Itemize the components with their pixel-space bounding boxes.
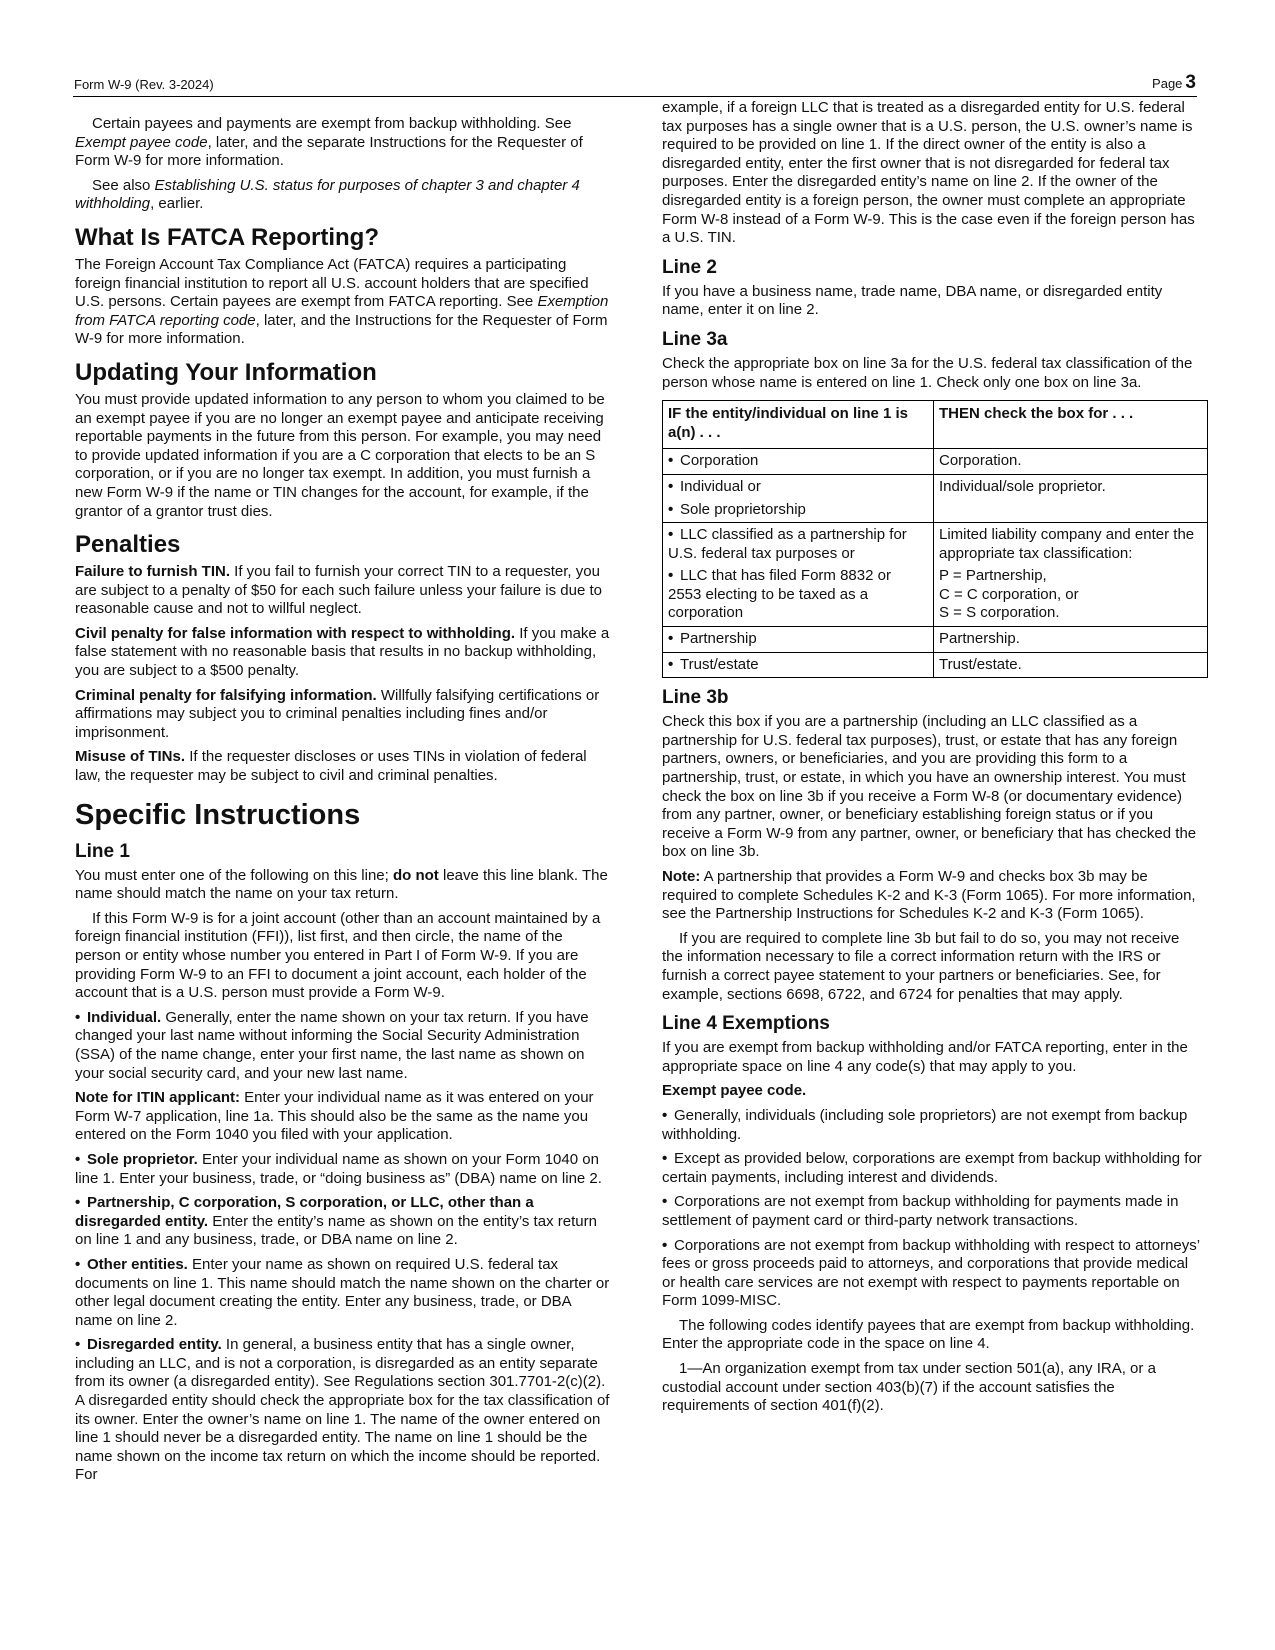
- line1-disregarded-entity: • Disregarded entity. In general, a business entity that has a single owner, including an LLC, and is not a corporation, is disregarded as an entity separate from its owner (a disregarded entity). See Regulations section 301.7701-2(c)(2). A disregarded entity should check the appropriate box for the tax classification of its owner. Enter the owner’s name on line 1. The name of the owner entered on line 1 should never be a disregarded entity. The name on line 1 should be the name shown on the income tax return on which the income should be reported. For: [75, 1336, 610, 1484]
- table-row: • Trust/estate Trust/estate.: [663, 652, 1208, 678]
- bullet-icon: •: [668, 477, 674, 495]
- line3a-heading: Line 3a: [662, 328, 728, 350]
- list-item: • Generally, individuals (including sole proprietors) are not exempt from backup withholding.: [662, 1106, 1188, 1143]
- exempt-payee-heading: Exempt payee code.: [662, 1082, 807, 1100]
- penalty-item: Misuse of TINs. If the requester discloses or uses TINs in violation of federal law, the requester may be subject to civil and criminal penalties.: [75, 748, 587, 785]
- page-number: 3: [1185, 72, 1196, 93]
- list-item: • Except as provided below, corporations are exempt from backup withholding for certain payments, including interest and dividends.: [662, 1150, 1202, 1186]
- table-header-then: THEN check the box for . . .: [934, 401, 1208, 449]
- form-title-header: Form W-9 (Rev. 3-2024): [74, 77, 214, 92]
- intro-paragraph-1: Certain payees and payments are exempt from backup withholding. See Exempt payee code, later, and the separate Instructions for the Requester of Form W-9 for more information.: [75, 115, 583, 170]
- penalties-heading: Penalties: [75, 531, 181, 559]
- left-column: [75, 115, 611, 1491]
- line2-paragraph: If you have a business name, trade name, DBA name, or disregarded entity name, enter it on line 2.: [662, 282, 1163, 319]
- bullet-icon: •: [668, 630, 674, 648]
- line3b-paragraph-3: If you are required to complete line 3b but fail to do so, you may not receive the information necessary to file a correct information return with the IRS or furnish a correct payee statement to your partners or beneficiaries. See, for example, sections 6698, 6722, and 6724 for penalties that may apply.: [662, 929, 1180, 1003]
- codes-intro: The following codes identify payees that are exempt from backup withholding. Enter the appropriate code in the space on line 4.: [662, 1316, 1195, 1353]
- page-number-header: [1152, 72, 1196, 94]
- bullet-icon: •: [668, 500, 674, 518]
- fatca-paragraph: The Foreign Account Tax Compliance Act (FATCA) requires a participating foreign financial institution to report all U.S. account holders that are specified U.S. persons. Certain payees are exempt from FATCA reporting. See Exemption from FATCA reporting code, later, and the Instructions for the Requester of Form W-9 for more information.: [75, 255, 609, 348]
- continued-paragraph: example, if a foreign LLC that is treated as a disregarded entity for U.S. federal tax purposes has a single owner that is a U.S. person, the U.S. owner’s name is required to be provided on line 1. If the direct owner of the entity is also a disregarded entity, enter the first owner that is not disregarded for federal tax purposes. Enter the disregarded entity’s name on line 2. If the owner of the disregarded entity is a foreign person, the owner must complete an appropriate Form W-8 instead of a Form W-9. This is the case even if the foreign person has a U.S. TIN.: [662, 99, 1195, 247]
- fatca-heading: What Is FATCA Reporting?: [75, 223, 379, 251]
- line2-heading: Line 2: [662, 256, 717, 278]
- bullet-icon: •: [668, 567, 674, 585]
- updating-heading: Updating Your Information: [75, 358, 377, 386]
- line4-paragraph: If you are exempt from backup withholding and/or FATCA reporting, enter in the appropriate space on line 4 any code(s) that may apply to you.: [662, 1039, 1188, 1075]
- bullet-icon: •: [75, 1336, 81, 1354]
- list-item: • Corporations are not exempt from backup withholding for payments made in settlement of payment card or third-party network transactions.: [662, 1193, 1179, 1229]
- list-item: • Corporations are not exempt from backup withholding with respect to attorneys’ fees or gross proceeds paid to attorneys, and corporations that provide medical or health care services are not exempt with respect to payments reportable on Form 1099-MISC.: [662, 1236, 1200, 1310]
- specific-instructions-heading: Specific Instructions: [75, 798, 361, 831]
- bullet-icon: •: [75, 1194, 81, 1212]
- penalty-item: Civil penalty for false information with respect to withholding. If you make a false statement with no reasonable basis that results in no backup withholding, you are subject to a $500 penalty.: [75, 624, 610, 680]
- table-header-row: [663, 401, 1208, 449]
- intro-paragraph-2: See also Establishing U.S. status for purposes of chapter 3 and chapter 4 withholding, earlier.: [75, 176, 580, 213]
- bullet-icon: •: [75, 1008, 81, 1026]
- line3b-paragraph-1: Check this box if you are a partnership (including an LLC classified as a partnership for U.S. federal tax purposes), trust, or estate that has any foreign partners, owners, or beneficiaries, and you are providing this form to a partnership, trust, or estate, in which you have an ownership interest. You must check the box on line 3b if you receive a Form W-8 (or documentary evidence) from any partner, owner, or beneficiary establishing foreign status or if you receive a Form W-9 from any partner, owner, or beneficiary that has checked the box on line 3b.: [662, 713, 1197, 861]
- bullet-icon: •: [662, 1150, 668, 1168]
- bullet-icon: •: [668, 655, 674, 673]
- code-1: 1—An organization exempt from tax under section 501(a), any IRA, or a custodial account under section 403(b)(7) if the account satisfies the requirements of section 401(f)(2).: [662, 1360, 1156, 1415]
- bullet-icon: •: [668, 526, 674, 544]
- line1-heading: Line 1: [75, 840, 130, 862]
- table-header-if: IF the entity/individual on line 1 is a(n) . . .: [663, 401, 934, 449]
- header-rule: [73, 96, 1197, 97]
- line4-heading: Line 4 Exemptions: [662, 1013, 830, 1035]
- line3b-note: Note: A partnership that provides a Form W-9 and checks box 3b may be required to complete Schedules K-2 and K-3 (Form 1065). For more information, see the Partnership Instructions for Schedules K-2 and K-3 (Form 1065).: [662, 868, 1196, 923]
- table-row: • LLC classified as a partnership for U.S. federal tax purposes or • LLC that has filed Form 8832 or 2553 electing to be taxed as a corporation Limited liability company and enter the appropriate tax classification: P = Partnership, C = C corporation, or S = S corporation.: [663, 523, 1208, 627]
- bullet-icon: •: [662, 1236, 668, 1254]
- bullet-icon: •: [662, 1106, 668, 1124]
- line1-paragraph-2: If this Form W-9 is for a joint account (other than an account maintained by a foreign financial institution (FFI)), list first, and then circle, the name of the person or entity whose number you entered in Part I of Form W-9. If you are providing Form W-9 to an FFI to document a joint account, each holder of the account that is a U.S. person must provide a Form W-9.: [75, 909, 601, 1002]
- line1-other-entities: • Other entities. Enter your name as shown on required U.S. federal tax documents on line 1. This name should match the name shown on the charter or other legal document creating the entity. Enter any business, trade, or DBA name on line 2.: [75, 1255, 610, 1329]
- table-row: • Partnership Partnership.: [663, 627, 1208, 653]
- bullet-icon: •: [75, 1150, 81, 1168]
- page-label: Page: [1152, 76, 1183, 91]
- penalty-item: Failure to furnish TIN. If you fail to furnish your correct TIN to a requester, you are subject to a penalty of $50 for each such failure unless your failure is due to reasonable cause and not to willful neglect.: [75, 563, 602, 618]
- table-row: • Individual or • Sole proprietorship Individual/sole proprietor.: [663, 474, 1208, 522]
- right-column: [662, 99, 1202, 1422]
- line1-paragraph-1: You must enter one of the following on this line; do not leave this line blank. The name should match the name on your tax return.: [75, 866, 608, 903]
- line1-itin-note: Note for ITIN applicant: Enter your individual name as it was entered on your Form W-7 application, line 1a. This should also be the same as the name you entered on the Form 1040 you filed with your application.: [75, 1089, 594, 1144]
- line1-sole-proprietor: • Sole proprietor. Enter your individual name as shown on your Form 1040 on line 1. Enter your business, trade, or “doing business as” (DBA) name on line 2.: [75, 1150, 602, 1187]
- line1-partnership: • Partnership, C corporation, S corporation, or LLC, other than a disregarded entity. Enter the entity’s name as shown on the entity’s tax return on line 1 and any business, trade, or DBA name on line 2.: [75, 1194, 597, 1249]
- table-row: • Corporation Corporation.: [663, 449, 1208, 475]
- penalty-item: Criminal penalty for falsifying information. Willfully falsifying certifications or affirmations may subject you to criminal penalties including fines and/or imprisonment.: [75, 686, 600, 741]
- line3b-heading: Line 3b: [662, 687, 729, 709]
- bullet-icon: •: [668, 452, 674, 470]
- line3a-paragraph: Check the appropriate box on line 3a for the U.S. federal tax classification of the person whose name is entered on line 1. Check only one box on line 3a.: [662, 354, 1193, 391]
- classification-table: [662, 400, 1208, 678]
- bullet-icon: •: [662, 1193, 668, 1211]
- bullet-icon: •: [75, 1255, 81, 1273]
- updating-paragraph: You must provide updated information to any person to whom you claimed to be an exempt payee if you are no longer an exempt payee and anticipate receiving reportable payments in the future from this person. For example, you may need to provide updated information if you are a C corporation that elects to be an S corporation, or if you are no longer tax exempt. In addition, you must furnish a new Form W-9 if the name or TIN changes for the account, for example, if the grantor of a grantor trust dies.: [75, 390, 605, 520]
- line1-individual: • Individual. Generally, enter the name shown on your tax return. If you have changed your last name without informing the Social Security Administration (SSA) of the name change, enter your first name, the last name as shown on your social security card, and your new last name.: [75, 1008, 589, 1082]
